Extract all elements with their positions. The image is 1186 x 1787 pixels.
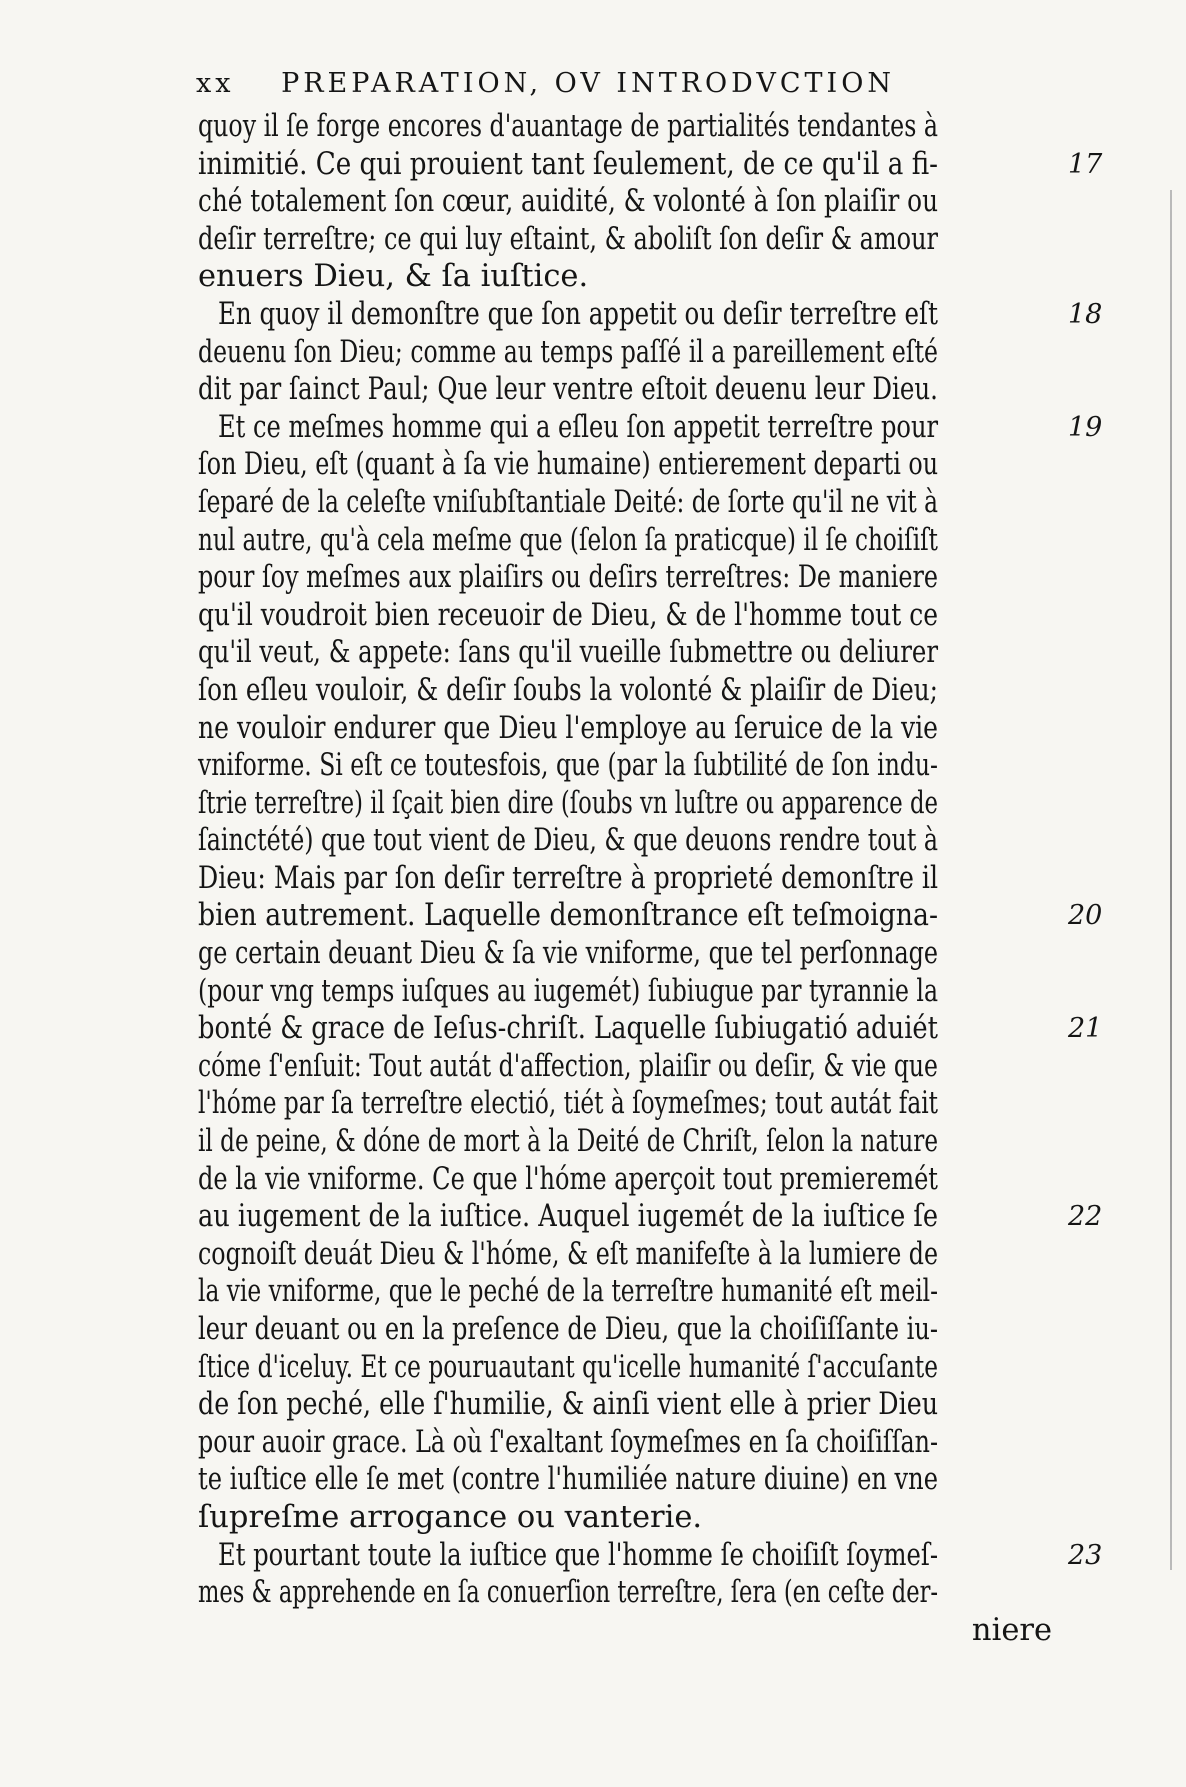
text-line <box>198 710 1060 748</box>
line-text: bonté & grace de Ieſus-chriſt. Laquelle ſubiugatió aduiét <box>198 1011 938 1047</box>
line-text: la vie vniforme, que le peché de la terreſtre humanité eſt meil- <box>198 1274 938 1310</box>
text-line <box>198 935 1060 973</box>
line-text: (pour vng temps iuſques au iugemét) ſubiugue par tyrannie la <box>198 973 939 1009</box>
line-text: pour ſoy meſmes aux plaiſirs ou deſirs terreſtres: De maniere <box>198 560 939 596</box>
line-text: dit par ſainct Paul; Que leur ventre eſtoit deuenu leur Dieu. <box>198 372 938 408</box>
verse-number: 19 <box>1068 411 1103 443</box>
text-line <box>198 1085 1060 1123</box>
line-text: cognoiſt deuát Dieu & l'hóme, & eſt manifeſte à la lumiere de <box>198 1236 939 1272</box>
text-line <box>198 522 1060 560</box>
catchword: niere <box>971 1612 1052 1648</box>
line-text: ſainctété) que tout vient de Dieu, & que deuons rendre tout à <box>198 823 939 859</box>
text-line <box>198 597 1060 635</box>
line-text: te iuſtice elle ſe met (contre l'humiliée nature diuine) en vne <box>198 1462 938 1498</box>
text-line <box>198 221 1060 259</box>
line-text: quoy il ſe forge encores d'auantage de partialités tendantes à <box>198 109 939 144</box>
line-text: leur deuant ou en la preſence de Dieu, que la choiſiſſante iu- <box>198 1312 939 1347</box>
page-header <box>196 68 976 99</box>
line-text: ſtrie terreſtre) il ſçait bien dire (ſoubs vn luſtre ou apparence de <box>198 785 938 821</box>
text-line <box>198 1048 1060 1086</box>
text-line <box>198 672 1060 710</box>
line-text: deuenu ſon Dieu; comme au temps paſſé il a pareillement eſté <box>198 334 938 370</box>
text-line <box>198 559 1060 597</box>
text-line <box>198 1349 1060 1387</box>
line-text: au iugement de la iuſtice. Auquel iugemét de la iuſtice ſe <box>198 1199 939 1235</box>
line-text: deſir terreſtre; ce qui luy eſtaint, & aboliſt ſon deſir & amour <box>198 221 938 257</box>
verse-number: 17 <box>1068 148 1103 180</box>
verse-number: 23 <box>1068 1539 1103 1571</box>
line-text: nul autre, qu'à cela meſme que (ſelon ſa praticque) il ſe choiſiſt <box>198 522 938 558</box>
text-line <box>198 897 1103 935</box>
line-text: ne vouloir endurer que Dieu l'employe au ſeruice de la vie <box>198 710 939 746</box>
text-line <box>198 146 1103 184</box>
text-line <box>198 1161 1060 1199</box>
text-line <box>198 973 1060 1011</box>
line-text: ſupreſme arrogance ou vanterie. <box>198 1499 703 1535</box>
text-line <box>198 296 1103 334</box>
text-line <box>198 1499 1060 1537</box>
line-text: ſon Dieu, eſt (quant à ſa vie humaine) entierement departi ou <box>198 447 939 483</box>
text-line <box>198 1537 1103 1575</box>
text-line <box>198 183 1060 221</box>
text-line <box>198 747 1060 785</box>
text-line <box>198 1273 1060 1311</box>
line-text: ge certain deuant Dieu & ſa vie vniforme, que tel perſonnage <box>198 936 939 972</box>
text-line <box>198 371 1060 409</box>
text-line <box>198 334 1060 372</box>
line-text: Et pourtant toute la iuſtice que l'homme ſe choiſiſt ſoymeſ- <box>218 1537 939 1573</box>
text-line <box>198 1311 1060 1349</box>
page-edge <box>1170 190 1172 1570</box>
text-line <box>198 1198 1103 1236</box>
line-text: qu'il voudroit bien receuoir de Dieu, & de l'homme tout ce <box>198 597 938 633</box>
text-line <box>198 860 1060 898</box>
text-line <box>198 1236 1060 1274</box>
text-line <box>198 1010 1103 1048</box>
running-title: PREPARATION, OV INTRODVCTION <box>281 68 895 99</box>
line-text: qu'il veut, & appete: ſans qu'il vueille ſubmettre ou deliurer <box>198 635 939 671</box>
text-block <box>198 108 1103 1649</box>
line-text: ſon eſleu vouloir, & deſir ſoubs la volonté & plaiſir de Dieu; <box>198 672 939 708</box>
line-text: enuers Dieu, & ſa iuſtice. <box>198 259 589 295</box>
text-line <box>198 258 1060 296</box>
verse-number: 18 <box>1068 298 1103 330</box>
line-text: Dieu: Mais par ſon deſir terreſtre à proprieté demonſtre il <box>198 860 939 896</box>
text-line <box>198 634 1060 672</box>
line-text: ſtice d'iceluy. Et ce pouruautant qu'icelle humanité ſ'accuſante <box>198 1349 939 1385</box>
text-line <box>198 1461 1060 1499</box>
text-line <box>198 1386 1060 1424</box>
line-text: cóme ſ'enſuit: Tout autát d'affection, plaiſir ou deſir, & vie que <box>198 1048 938 1084</box>
verse-number: 22 <box>1068 1201 1103 1233</box>
text-line <box>198 446 1060 484</box>
text-line <box>198 1123 1060 1161</box>
line-text: inimitié. Ce qui prouient tant ſeulement, de ce qu'il a fi- <box>198 146 938 182</box>
line-text: pour auoir grace. Là où ſ'exaltant ſoymeſmes en ſa choiſiſſan- <box>198 1424 939 1460</box>
text-line <box>198 822 1060 860</box>
text-line <box>198 409 1103 447</box>
line-text: ſeparé de la celeſte vniſubſtantiale Deité: de ſorte qu'il ne vit à <box>198 484 938 520</box>
line-text: En quoy il demonſtre que ſon appetit ou deſir terreſtre eſt <box>218 296 938 332</box>
line-text: l'hóme par ſa terreſtre electió, tiét à ſoymeſmes; tout autát fait <box>198 1086 938 1122</box>
text-line <box>198 785 1060 823</box>
line-text: il de peine, & dóne de mort à la Deité de Chriſt, ſelon la nature <box>198 1124 939 1160</box>
verse-number: 21 <box>1068 1013 1103 1045</box>
line-text: bien autrement. Laquelle demonſtrance eſt teſmoigna- <box>198 898 939 934</box>
line-text: mes & apprehende en ſa conuerſion terreſtre, ſera (en ceſte der- <box>198 1575 939 1611</box>
line-text: ché totalement ſon cœur, auidité, & volonté à ſon plaiſir ou <box>198 184 938 220</box>
text-line <box>198 1574 1060 1612</box>
verse-number: 20 <box>1068 900 1103 932</box>
line-text: de la vie vniforme. Ce que l'hóme aperçoit tout premieremét <box>198 1161 938 1197</box>
folio-number: xx <box>196 68 235 99</box>
text-line <box>198 1424 1060 1462</box>
line-text: vniforme. Si eſt ce toutesfois, que (par la ſubtilité de ſon indu- <box>198 748 938 784</box>
text-line <box>198 108 1060 146</box>
line-text: Et ce meſmes homme qui a eſleu ſon appetit terreſtre pour <box>218 409 939 445</box>
text-line <box>198 484 1060 522</box>
line-text: de ſon peché, elle ſ'humilie, & ainſi vient elle à prier Dieu <box>198 1387 939 1423</box>
